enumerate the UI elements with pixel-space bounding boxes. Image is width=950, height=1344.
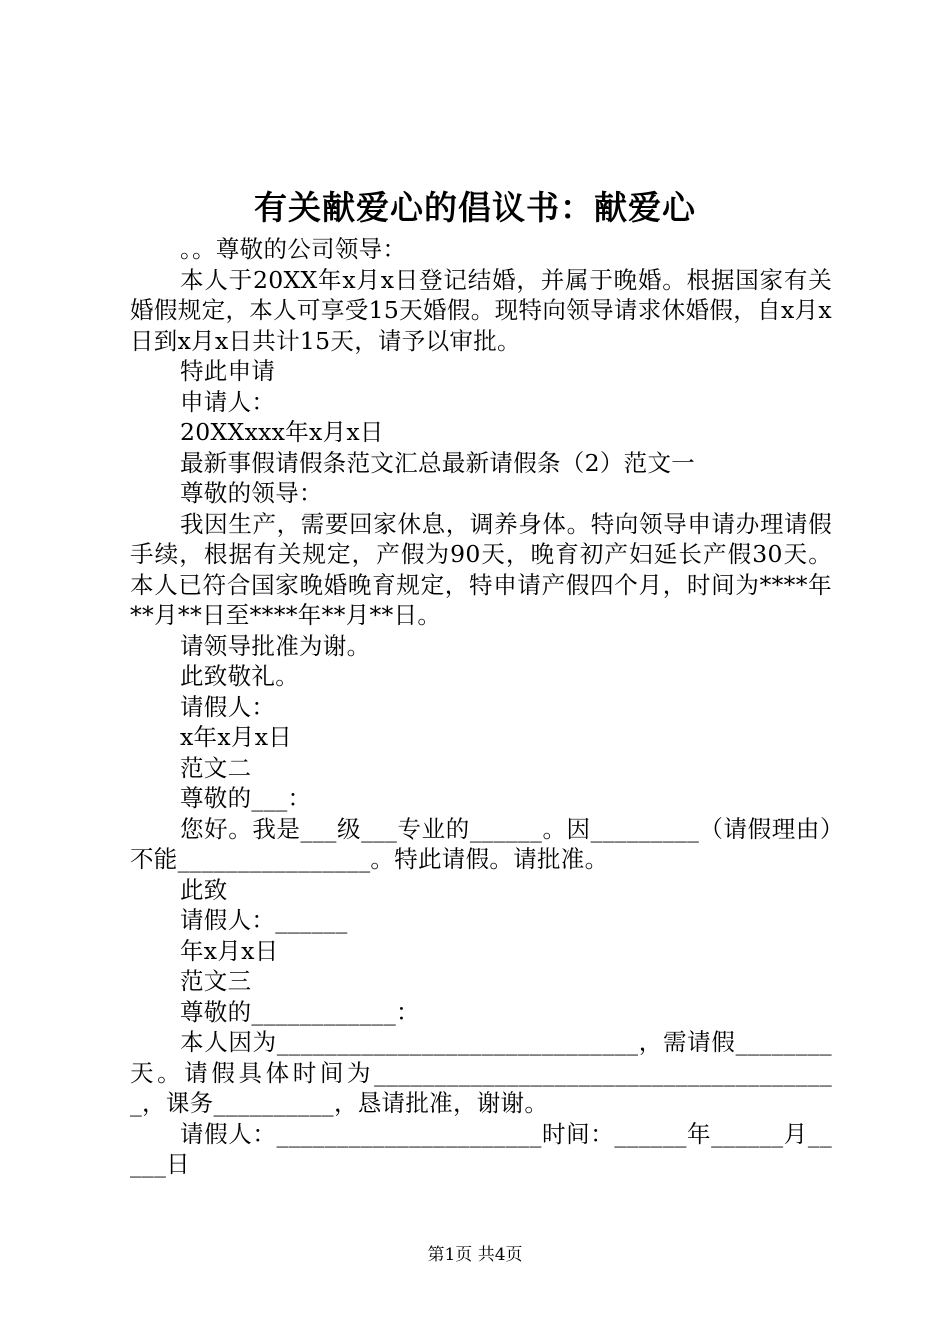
paragraph-approval-thanks: 请领导批准为谢。 [180,631,371,660]
paragraph-leave-requester-1: 请假人： [180,692,276,721]
page-footer: 第1页 共4页 [427,1245,523,1265]
paragraph-leave-form: 本人因为______________________________，需请假________天。请假具体时间为_______________________________________，课务__________，恳请批准，谢谢。 [130,1028,832,1117]
paragraph-date-1: 20XXxxx年x月x日 [180,418,384,446]
paragraph-sample-two-heading: 范文二 [180,753,252,782]
paragraph-greeting-company: 。。尊敬的公司领导： [180,235,407,263]
paragraph-greeting-blank-1: 尊敬的___： [180,784,312,812]
paragraph-date-2: x年x月x日 [180,723,293,751]
paragraph-sample-three-heading: 范文三 [180,967,252,995]
paragraph-salutation: 此致敬礼。 [180,662,299,690]
document-title: 有关献爱心的倡议书：献爱心 [254,188,696,227]
paragraph-applicant: 申请人： [180,387,276,416]
paragraph-greeting-leader: 尊敬的领导： [180,479,323,507]
paragraph-date-3: 年x月x日 [180,936,279,965]
paragraph-closing: 此致 [180,875,228,904]
paragraph-marriage-leave: 本人于20XX年x月x日登记结婚，并属于晚婚。根据国家有关婚假规定，本人可享受15天婚假。现特向领导请求休婚假，自x月x日到x月x日共计15天，请予以审批。 [130,265,832,355]
paragraph-section-heading: 最新事假请假条范文汇总最新请假条（2）范文一 [180,448,696,477]
paragraph-leave-requester-2: 请假人：______ [180,906,348,934]
paragraph-student-leave: 您好。我是___级___专业的______。因_________（请假理由）不能________________。特此请假。请批准。 [130,814,832,873]
paragraph-hereby-apply: 特此申请 [180,357,276,385]
paragraph-greeting-blank-2: 尊敬的____________： [180,997,420,1026]
document-body [130,234,832,1180]
paragraph-maternity-leave: 我因生产，需要回家休息，调养身体。特向领导申请办理请假手续，根据有关规定，产假为90天，晚育初产妇延长产假30天。本人已符合国家晚婚晚育规定，特申请产假四个月，时间为****年**月**日至****年**月**日。 [130,509,832,629]
paragraph-signature-time: 请假人：______________________时间：______年______月_____日 [130,1119,832,1178]
